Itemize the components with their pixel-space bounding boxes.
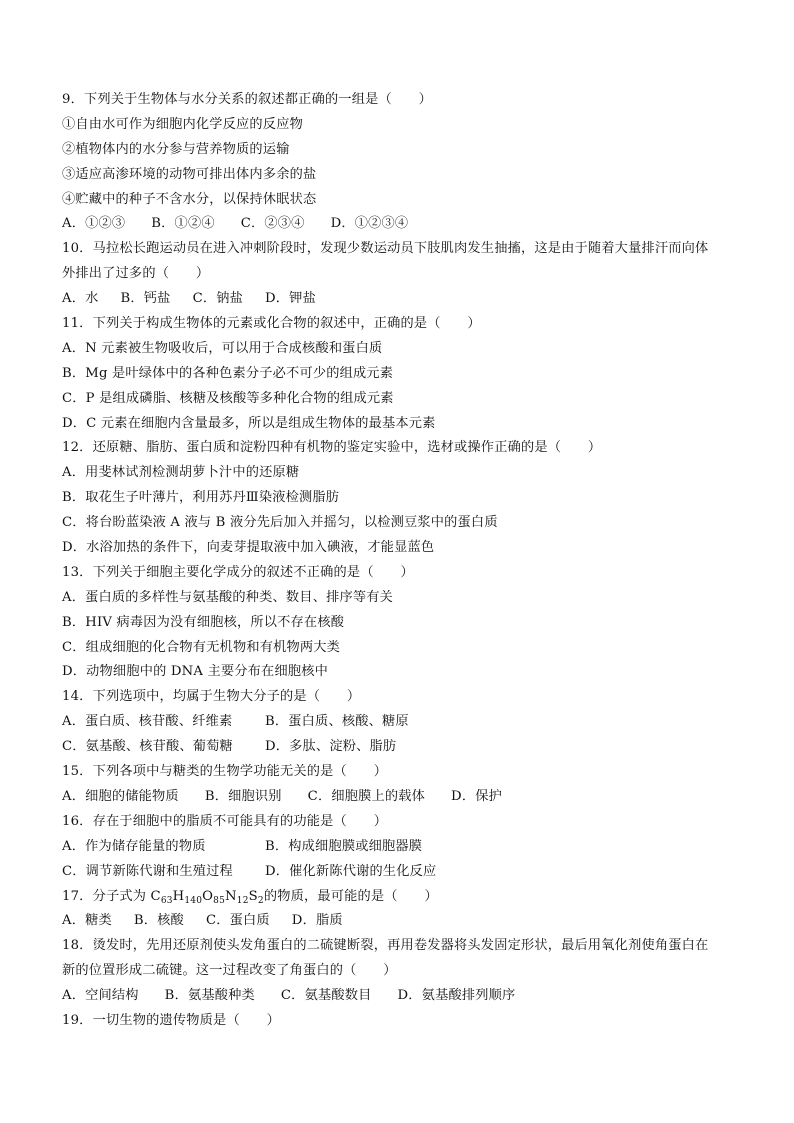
option-a: A．糖类	[62, 913, 112, 929]
question-18-stem-line-2: 新的位置形成二硫键。这一过程改变了角蛋白的（ ）	[62, 963, 397, 979]
element-n: N	[225, 888, 237, 904]
question-15-options	[62, 785, 742, 810]
question-14-stem: 14．下列选项中，均属于生物大分子的是（ ）	[62, 689, 361, 705]
element-s: S	[248, 888, 258, 904]
question-13-stem: 13．下列关于细胞主要化学成分的叙述不正确的是（ ）	[62, 564, 414, 580]
question-9-options	[62, 212, 742, 237]
question-13-option-c: C．组成细胞的化合物有无机物和有机物两大类	[62, 639, 341, 655]
option-c: C．钠盐	[192, 291, 244, 307]
question-18-stem-line-1: 18．烫发时，先用还原剂使头发角蛋白的二硫键断裂，再用卷发器将头发固定形状，最后用氧化剂使角蛋白在	[62, 938, 709, 954]
question-9-item-2: ②植物体内的水分参与营养物质的运输	[62, 141, 290, 157]
subscript-c: 63	[160, 895, 173, 906]
option-d: D．催化新陈代谢的生化反应	[265, 863, 437, 879]
question-16-stem: 16．存在于细胞中的脂质不可能具有的功能是（ ）	[62, 813, 388, 829]
question-9-item-3: ③适应高渗环境的动物可排出体内多余的盐	[62, 166, 317, 182]
question-13-option-d: D．动物细胞中的 DNA 主要分布在细胞核中	[62, 664, 328, 680]
option-b: B．①②④	[151, 216, 215, 232]
question-11-option-c: C．P 是组成磷脂、核糖及核酸等多种化合物的组成元素	[62, 390, 394, 406]
option-d: D．保护	[451, 788, 502, 804]
option-d: D．钾盐	[265, 291, 316, 307]
question-15-stem: 15．下列各项中与糖类的生物学功能无关的是（ ）	[62, 764, 388, 780]
question-9-item-1: ①自由水可作为细胞内化学反应的反应物	[62, 116, 303, 132]
stem-prefix: 17．分子式为 C	[62, 888, 161, 904]
question-12-option-d: D．水浴加热的条件下，向麦芽提取液中加入碘液，才能显蓝色	[62, 540, 435, 556]
question-11-stem: 11．下列关于构成生物体的元素或化合物的叙述中，正确的是（ ）	[62, 316, 481, 332]
option-c: C．②③④	[240, 216, 305, 232]
question-9-item-4: ④贮藏中的种子不含水分，以保持休眠状态	[62, 191, 317, 207]
question-14-options-row-2	[62, 735, 742, 760]
element-o: O	[202, 888, 214, 904]
option-a: A．作为储存能量的物质	[62, 838, 206, 854]
option-b: B．核酸	[133, 913, 184, 929]
question-12-option-a: A．用斐林试剂检测胡萝卜汁中的还原糖	[62, 465, 300, 481]
option-d: D．多肽、淀粉、脂肪	[265, 739, 397, 755]
option-c: C．细胞膜上的载体	[307, 788, 426, 804]
option-c: C．氨基酸、核苷酸、葡萄糖	[62, 739, 233, 755]
question-12-stem: 12．还原糖、脂肪、蛋白质和淀粉四种有机物的鉴定实验中，选材或操作正确的是（ ）	[62, 440, 602, 456]
option-a: A．①②③	[62, 216, 126, 232]
option-d: D．①②③④	[330, 216, 409, 232]
question-10-stem-line-2: 外排出了过多的（ ）	[62, 266, 210, 282]
subscript-h: 140	[184, 895, 203, 906]
option-d: D．脂质	[291, 913, 343, 929]
option-a: A．细胞的储能物质	[62, 788, 179, 804]
question-13-option-a: A．蛋白质的多样性与氨基酸的种类、数目、排序等有关	[62, 589, 394, 605]
question-9-stem: 9．下列关于生物体与水分关系的叙述都正确的一组是（ ）	[62, 92, 433, 107]
question-16-options-row-2	[62, 860, 742, 885]
option-a: A．蛋白质、核苷酸、纤维素	[62, 714, 233, 730]
question-10-stem-line-1: 10．马拉松长跑运动员在进入冲刺阶段时，发现少数运动员下肢肌肉发生抽搐，这是由于随着大量排汗而向体	[62, 241, 709, 257]
element-h: H	[172, 888, 185, 904]
option-b: B．蛋白质、核酸、糖原	[265, 714, 409, 730]
question-12-option-c: C．将台盼蓝染液 A 液与 B 液分先后加入并摇匀，以检测豆浆中的蛋白质	[62, 515, 498, 531]
option-b: B．构成细胞膜或细胞器膜	[265, 838, 423, 854]
question-17-stem	[62, 885, 742, 910]
option-c: C．调节新陈代谢和生殖过程	[62, 863, 233, 879]
question-18-options	[62, 984, 742, 1009]
subscript-n: 12	[236, 895, 249, 906]
question-17-options	[62, 909, 742, 934]
option-b: B．氨基酸种类	[164, 988, 255, 1004]
option-b: B．细胞识别	[204, 788, 282, 804]
question-11-option-b: B．Mg 是叶绿体中的各种色素分子必不可少的组成元素	[62, 365, 394, 381]
question-12-option-b: B．取花生子叶薄片，利用苏丹Ⅲ染液检测脂肪	[62, 490, 340, 506]
question-19-stem: 19．一切生物的遗传物质是（ ）	[62, 1012, 280, 1028]
option-c: C．氨基酸数目	[280, 988, 372, 1004]
question-11-option-d: D．C 元素在细胞内含量最多，所以是组成生物体的最基本元素	[62, 415, 436, 431]
option-a: A．空间结构	[62, 988, 139, 1004]
question-13-option-b: B．HIV 病毒因为没有细胞核，所以不存在核酸	[62, 614, 345, 630]
question-11-option-a: A．N 元素被生物吸收后，可以用于合成核酸和蛋白质	[62, 340, 383, 356]
question-16-options-row-1	[62, 835, 742, 860]
subscript-s: 2	[257, 895, 264, 906]
option-c: C．蛋白质	[205, 913, 270, 929]
exam-page	[62, 88, 742, 1034]
subscript-o: 85	[213, 895, 226, 906]
option-a: A．水	[62, 291, 99, 307]
stem-suffix: 的物质，最可能的是（ ）	[263, 888, 438, 904]
question-14-options-row-1	[62, 710, 742, 735]
option-d: D．氨基酸排列顺序	[397, 988, 516, 1004]
option-b: B．钙盐	[120, 291, 171, 307]
question-10-options	[62, 287, 742, 312]
